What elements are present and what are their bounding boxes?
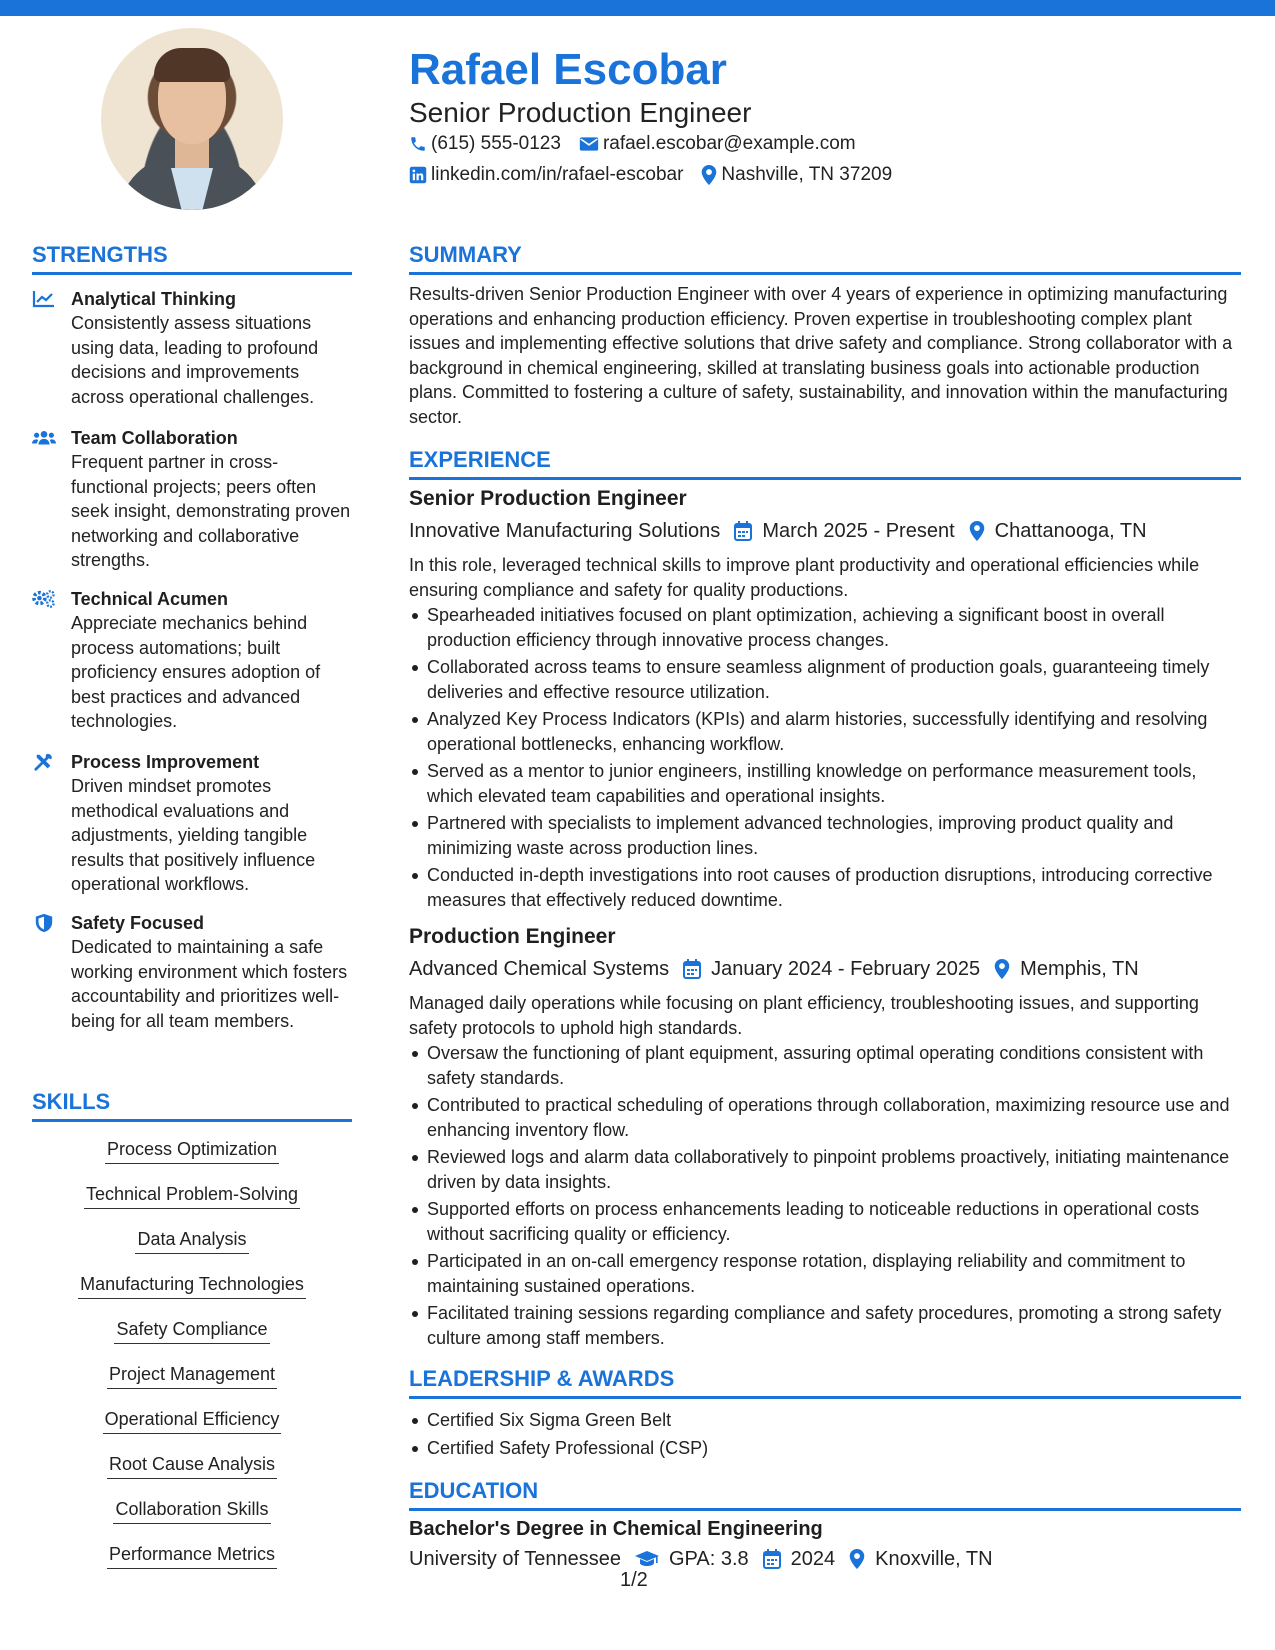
skill-tag (32, 1227, 352, 1254)
skill-tag (32, 1407, 352, 1434)
education-location (849, 1546, 992, 1572)
strength-name: Technical Acumen (71, 589, 229, 609)
skill-label: Safety Compliance (114, 1317, 269, 1344)
phone-contact[interactable] (409, 132, 561, 156)
strength-name: Process Improvement (71, 752, 260, 772)
skill-tag (32, 1182, 352, 1209)
skill-label: Collaboration Skills (113, 1497, 270, 1524)
strength-description: Consistently assess situations using data, leading to profound decisions and improvements across operational challenges. (71, 313, 319, 407)
awards-divider (409, 1396, 1241, 1399)
phone-text: (615) 555-0123 (431, 133, 561, 154)
skill-tag (32, 1542, 352, 1569)
strength-name: Analytical Thinking (71, 289, 237, 309)
skill-label: Performance Metrics (107, 1542, 277, 1569)
candidate-title: Senior Production Engineer (409, 97, 752, 128)
dates-text: January 2024 - February 2025 (711, 958, 981, 980)
job-company (409, 956, 669, 982)
contact-row-2 (409, 163, 910, 187)
job-bullet: Participated in an on-call emergency response rotation, displaying reliability and commitment to maintaining sustained operations. (409, 1249, 1239, 1298)
gears-icon (32, 589, 56, 609)
summary-heading: SUMMARY (409, 242, 522, 267)
map-pin-icon (849, 1549, 865, 1569)
shield-icon (32, 913, 56, 933)
location-contact (701, 163, 892, 187)
company-text: Advanced Chemical Systems (409, 958, 670, 980)
skill-label: Process Optimization (105, 1137, 279, 1164)
strength-item (32, 911, 352, 1033)
skill-tag (32, 1272, 352, 1299)
top-accent-bar (0, 0, 1275, 16)
job-intro: In this role, leveraged technical skills to improve plant productivity and operational efficiencies while ensuring compliance and safety for quality productions. (409, 555, 1200, 600)
skills-heading: SKILLS (32, 1089, 111, 1114)
strength-description: Dedicated to maintaining a safe working environment which fosters accountability and prioritizes well-being for all team members. (71, 937, 348, 1031)
awards-heading: LEADERSHIP & AWARDS (409, 1366, 675, 1391)
job-bullet: Reviewed logs and alarm data collaboratively to pinpoint problems proactively, initiating maintenance driven by data insights. (409, 1145, 1239, 1194)
job-bullet: Contributed to practical scheduling of operations through collaboration, maximizing resource use and enhancing inventory flow. (409, 1093, 1239, 1142)
award-item: Certified Six Sigma Green Belt (409, 1408, 1239, 1433)
skill-tag (32, 1317, 352, 1344)
skill-tag (32, 1362, 352, 1389)
education-gpa (635, 1546, 749, 1572)
job-bullets (409, 603, 1239, 915)
location-text: Knoxville, TN (875, 1548, 993, 1570)
strength-item (32, 750, 352, 897)
map-pin-icon (969, 521, 985, 541)
job-title: Production Engineer (409, 925, 616, 948)
job-meta (409, 956, 1153, 982)
school-text: University of Tennessee (409, 1548, 621, 1570)
map-pin-icon (701, 165, 717, 185)
education-year (763, 1546, 836, 1572)
job-dates (683, 956, 980, 982)
job-bullet: Spearheaded initiatives focused on plant optimization, achieving a significant boost in overall production efficiency through innovative process changes. (409, 603, 1239, 652)
job-bullet: Conducted in-depth investigations into root causes of production disruptions, introducing corrective measures that effectively reduced downtime. (409, 863, 1239, 912)
linkedin-contact[interactable] (409, 163, 683, 187)
contact-row-1 (409, 132, 874, 156)
job-bullet: Partnered with specialists to implement advanced technologies, improving product quality and minimizing waste across production lines. (409, 811, 1239, 860)
strength-item (32, 587, 352, 734)
job-bullet: Facilitated training sessions regarding compliance and safety procedures, promoting a strong safety culture among staff members. (409, 1301, 1239, 1350)
strength-description: Frequent partner in cross-functional projects; peers often seek insight, demonstrating proven networking and collaborative strengths. (71, 452, 351, 570)
year-text: 2024 (790, 1548, 836, 1570)
phone-icon (409, 135, 427, 153)
strength-description: Driven mindset promotes methodical evaluations and adjustments, yielding tangible results that positively influence operational workflows. (71, 776, 316, 894)
dates-text: March 2025 - Present (762, 520, 955, 542)
chart-line-icon (32, 289, 56, 309)
experience-divider (409, 477, 1241, 480)
skill-label: Operational Efficiency (103, 1407, 282, 1434)
skill-tag (32, 1137, 352, 1164)
users-icon (32, 428, 56, 448)
job-title: Senior Production Engineer (409, 487, 687, 510)
job-meta (409, 518, 1161, 544)
calendar-icon (763, 1549, 781, 1569)
education-heading: EDUCATION (409, 1478, 539, 1503)
job-bullet: Oversaw the functioning of plant equipment, assuring optimal operating conditions consistent with safety standards. (409, 1041, 1239, 1090)
tools-icon (32, 752, 56, 772)
skill-label: Project Management (107, 1362, 277, 1389)
linkedin-text: linkedin.com/in/rafael-escobar (431, 164, 684, 185)
job-intro: Managed daily operations while focusing on plant efficiency, troubleshooting issues, and supporting safety protocols to uphold high standards. (409, 993, 1199, 1038)
skills-divider (32, 1119, 352, 1122)
company-text: Innovative Manufacturing Solutions (409, 520, 721, 542)
strength-item (32, 426, 352, 573)
email-text: rafael.escobar@example.com (602, 133, 856, 154)
strength-name: Safety Focused (71, 913, 205, 933)
strength-name: Team Collaboration (71, 428, 238, 448)
summary-divider (409, 272, 1241, 275)
location-text: Memphis, TN (1020, 958, 1139, 980)
map-pin-icon (994, 959, 1010, 979)
skill-label: Root Cause Analysis (107, 1452, 277, 1479)
job-bullet: Collaborated across teams to ensure seamless alignment of production goals, guaranteeing timely deliveries and effective resource utilization. (409, 655, 1239, 704)
strengths-heading: STRENGTHS (32, 242, 168, 267)
location-text: Chattanooga, TN (994, 520, 1147, 542)
job-company (409, 518, 720, 544)
education-degree: Bachelor's Degree in Chemical Engineering (409, 1518, 823, 1540)
calendar-icon (734, 521, 752, 541)
job-bullet: Supported efforts on process enhancements leading to noticeable reductions in operational costs without sacrificing quality or efficiency. (409, 1197, 1239, 1246)
skill-tag (32, 1452, 352, 1479)
strengths-divider (32, 272, 352, 275)
summary-text: Results-driven Senior Production Engineer with over 4 years of experience in optimizing manufacturing operations and enhancing production efficiency. Proven expertise in troubleshooting complex plant issues and implementing effective solutions that drive safety and compliance. Strong collaborator with a background in chemical engineering, skilled at translating business goals into actionable production plans. Committed to fostering a culture of safety, sustainability, and innovation within the manufacturing sector. (409, 284, 1233, 427)
gpa-text: GPA: 3.8 (668, 1548, 749, 1570)
email-contact[interactable] (579, 132, 856, 156)
strength-description: Appreciate mechanics behind process automations; built proficiency ensures adoption of best practices and advanced technologies. (71, 613, 321, 731)
awards-list (409, 1408, 1239, 1463)
skill-tag (32, 1497, 352, 1524)
skill-label: Manufacturing Technologies (78, 1272, 306, 1299)
page-number: 1/2 (620, 1569, 648, 1591)
job-location (994, 956, 1139, 982)
education-school (409, 1546, 621, 1572)
education-divider (409, 1508, 1241, 1511)
location-text: Nashville, TN 37209 (721, 164, 893, 185)
calendar-icon (683, 959, 701, 979)
linkedin-icon (409, 166, 427, 184)
email-icon (579, 136, 599, 152)
graduation-cap-icon (635, 1550, 659, 1568)
education-meta (409, 1546, 1007, 1572)
experience-heading: EXPERIENCE (409, 447, 551, 472)
job-bullets (409, 1041, 1239, 1353)
job-bullet: Served as a mentor to junior engineers, instilling knowledge on performance measurement tools, which elevated team capabilities and operational insights. (409, 759, 1239, 808)
profile-photo (101, 28, 283, 210)
skill-label: Data Analysis (135, 1227, 248, 1254)
job-bullet: Analyzed Key Process Indicators (KPIs) and alarm histories, successfully identifying and resolving operational bottlenecks, enhancing workflow. (409, 707, 1239, 756)
award-item: Certified Safety Professional (CSP) (409, 1436, 1239, 1461)
candidate-name: Rafael Escobar (409, 45, 727, 94)
strength-item (32, 287, 352, 409)
job-dates (734, 518, 954, 544)
job-location (969, 518, 1147, 544)
skill-label: Technical Problem-Solving (84, 1182, 300, 1209)
